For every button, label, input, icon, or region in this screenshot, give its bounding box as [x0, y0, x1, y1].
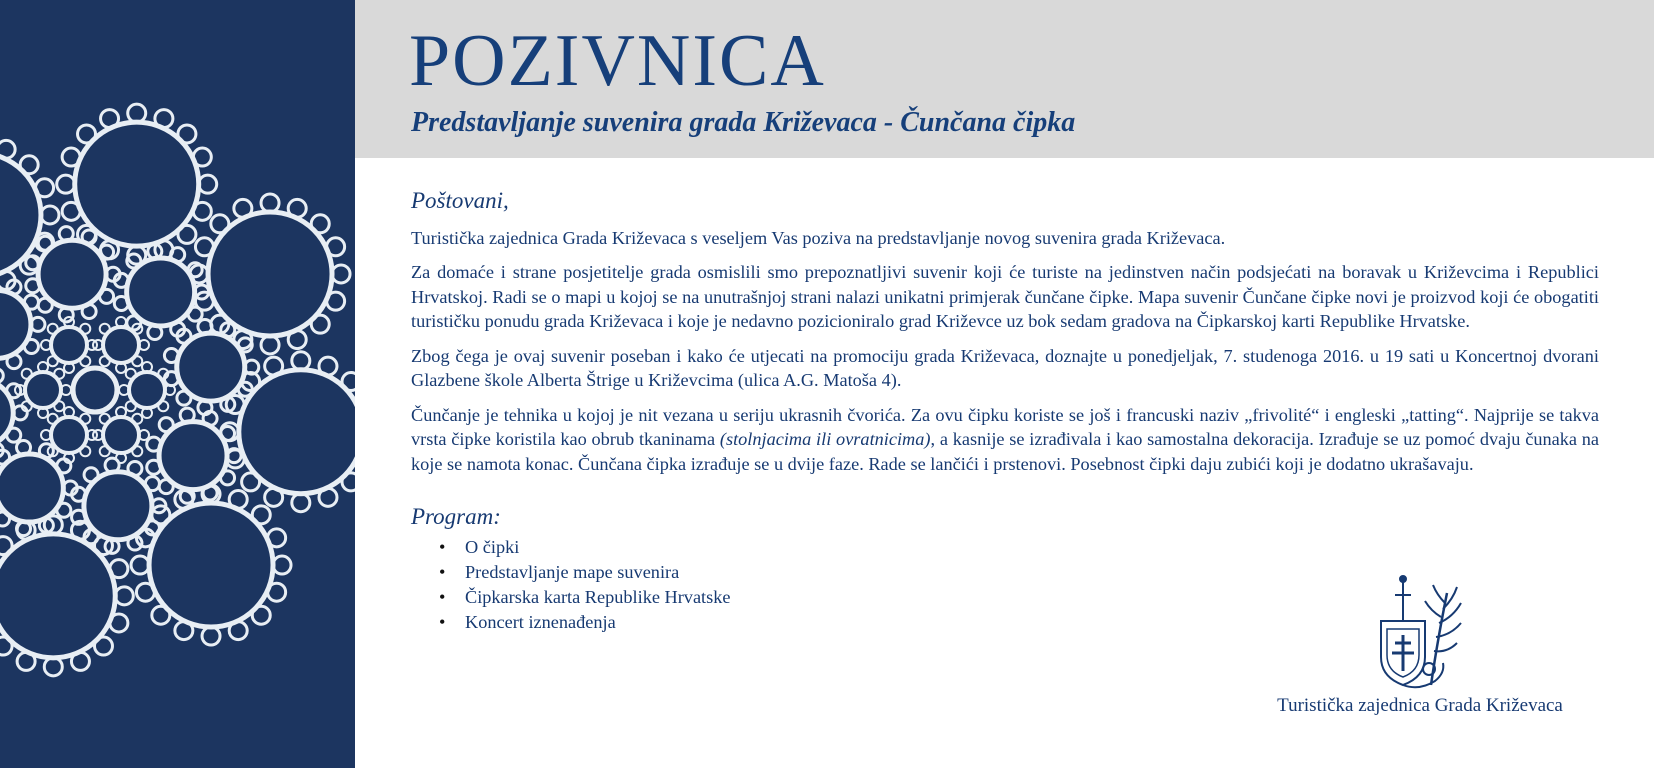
invitation-header	[355, 0, 1654, 158]
program-heading: Program:	[411, 504, 501, 530]
souvenir-paragraph: Za domaće i strane posjetitelje grada osmislili smo prepoznatljivi suvenir koji će turiste na jedinstven način podsjećati na boravak u Križevcima i Republici Hrvatskoj. Radi se o mapi u kojoj se na unutrašnjoj strani nalazi unikatni primjerak čunčane čipke. Mapa suvenir Čunčane čipke novi je proizvod koji će obogatiti turističku ponudu grada Križevaca i koje je nedavno pozicioniralo grad Križevce uz bok sedam gradova na Čipkarskoj karti Republike Hrvatske.	[411, 262, 1599, 332]
organizer-name: Turistička zajednica Grada Križevaca	[1277, 695, 1563, 716]
program-item: • Predstavljanje mape suvenira	[411, 560, 1599, 585]
tatting-text-2: , a kasnije se izrađivala i kao samostalna dekoracija. Izrađuje se uz pomoć dvaju čunaka na koje se namota konac. Čunčana čipka izrađuje se u dvije faze. Rade se lančići i prstenovi. Posebnost čipki daju zubići koji je dodatno ukrašavaju.	[411, 429, 1599, 474]
greeting: Poštovani,	[411, 188, 509, 213]
event-paragraph: Zbog čega je ovaj suvenir poseban i kako će utjecati na promociju grada Križevaca, doznajte u ponedjeljak, 7. studenoga 2016. u 19 sati u Koncertnoj dvorani Glazbene škole Alberta Štrige u Križevcima (ulica A.G. Matoša 4).	[411, 345, 1599, 391]
program-item: • Čipkarska karta Republike Hrvatske	[411, 585, 1599, 610]
tatting-text-italic: (stolnjacima ili ovratnicima)	[719, 429, 931, 450]
program-item: • Koncert iznenađenja	[411, 610, 1599, 635]
organizer-logo-block	[1255, 570, 1585, 730]
intro-paragraph: Turistička zajednica Grada Križevaca s veseljem Vas poziva na predstavljanje novog suvenira grada Križevaca.	[411, 227, 1226, 248]
tatting-text-1: Čunčanje je tehnika u kojoj je nit vezana u seriju ukrasnih čvorića. Za ovu čipku koriste se još i francuski naziv „frivolité“ i engleski „tatting“. Najprije se takva vrsta čipke koristila kao obrub tkaninama	[411, 404, 1599, 450]
page-subtitle: Predstavljanje suvenira grada Križevaca - Čunčana čipka	[411, 107, 1076, 138]
page-title: POZIVNICA	[409, 20, 826, 102]
lace-doily-icon	[0, 0, 355, 768]
invitation-body	[411, 186, 1599, 635]
coat-of-arms-icon	[1373, 573, 1467, 693]
tatting-paragraph	[411, 403, 1599, 477]
program-item: • O čipki	[411, 535, 1599, 560]
lace-photo-panel	[0, 0, 355, 768]
